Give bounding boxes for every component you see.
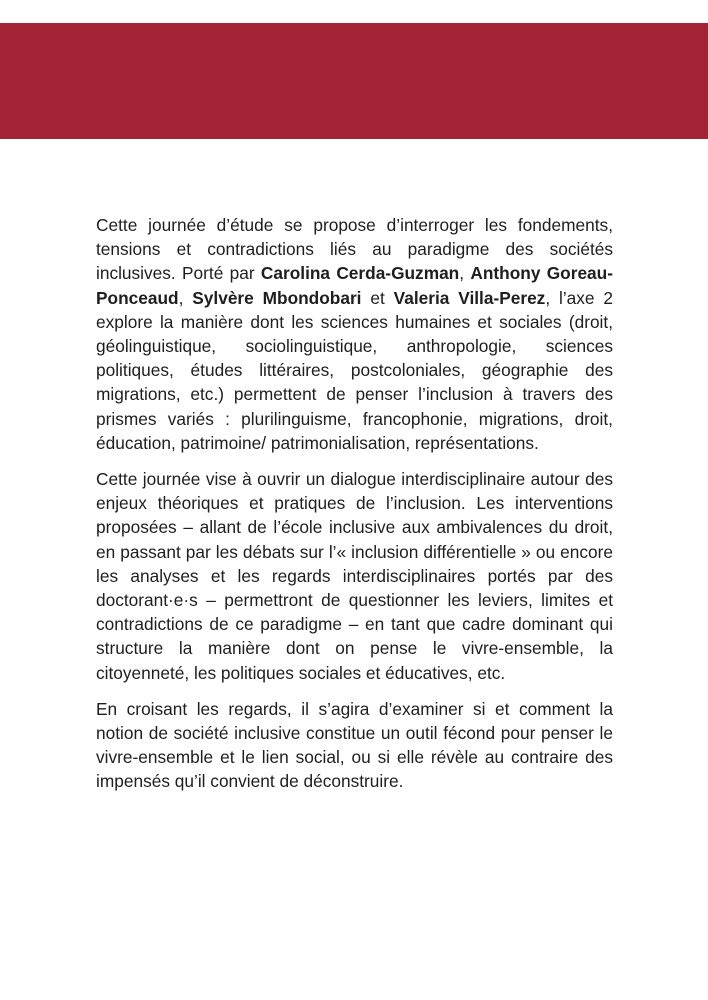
header-band [0,23,708,139]
author-name: Valeria Villa-Perez [393,287,546,308]
intro-rest-text: , l’axe 2 explore la manière dont les sciences humaines et sociales (droit, géolinguistique, sociolinguistique, anthropologie, sciences politiques, études littéraires, postcoloniales, géographie des migrations, etc.) permettent de penser l’inclusion à travers des prismes variés : plurilinguisme, francophonie, migrations, droit, éducation, patrimoine/ patrimonialisation, représentations. [96,287,613,453]
separator: , [459,263,465,284]
paragraph-intro [96,213,613,455]
separator: et [370,287,385,308]
separator: , [178,287,184,308]
paragraph-conclusion: En croisant les regards, il s’agira d’examiner si et comment la notion de société inclusive constitue un outil fécond pour penser le vivre-ensemble et le lien social, ou si elle révèle au contraire des impensés qu’il convient de déconstruire. [96,698,613,792]
author-name: Anthony Goreau-Ponceaud [96,263,613,308]
author-name: Sylvère Mbondobari [192,287,362,308]
paragraph-objectives: Cette journée vise à ouvrir un dialogue interdisciplinaire autour des enjeux théoriques et pratiques de l’inclusion. Les interventions proposées – allant de l’école inclusive aux ambivalences du droit, en passant par les débats sur l’« inclusion différentielle » ou encore les analyses et les regards interdisciplinaires portés par des doctorant·e·s – permettront de questionner les leviers, limites et contradictions de ce paradigme – en tant que cadre dominant qui structure la manière dont on pense le vivre-ensemble, la citoyenneté, les politiques sociales et éducatives, etc. [96,469,613,683]
intro-text: Cette journée d’étude se propose d’interroger les fondements, tensions et contradictions liés au paradigme des sociétés inclusives. Porté par [96,215,613,284]
body-text [96,213,613,806]
author-name: Carolina Cerda-Guzman [260,263,460,284]
